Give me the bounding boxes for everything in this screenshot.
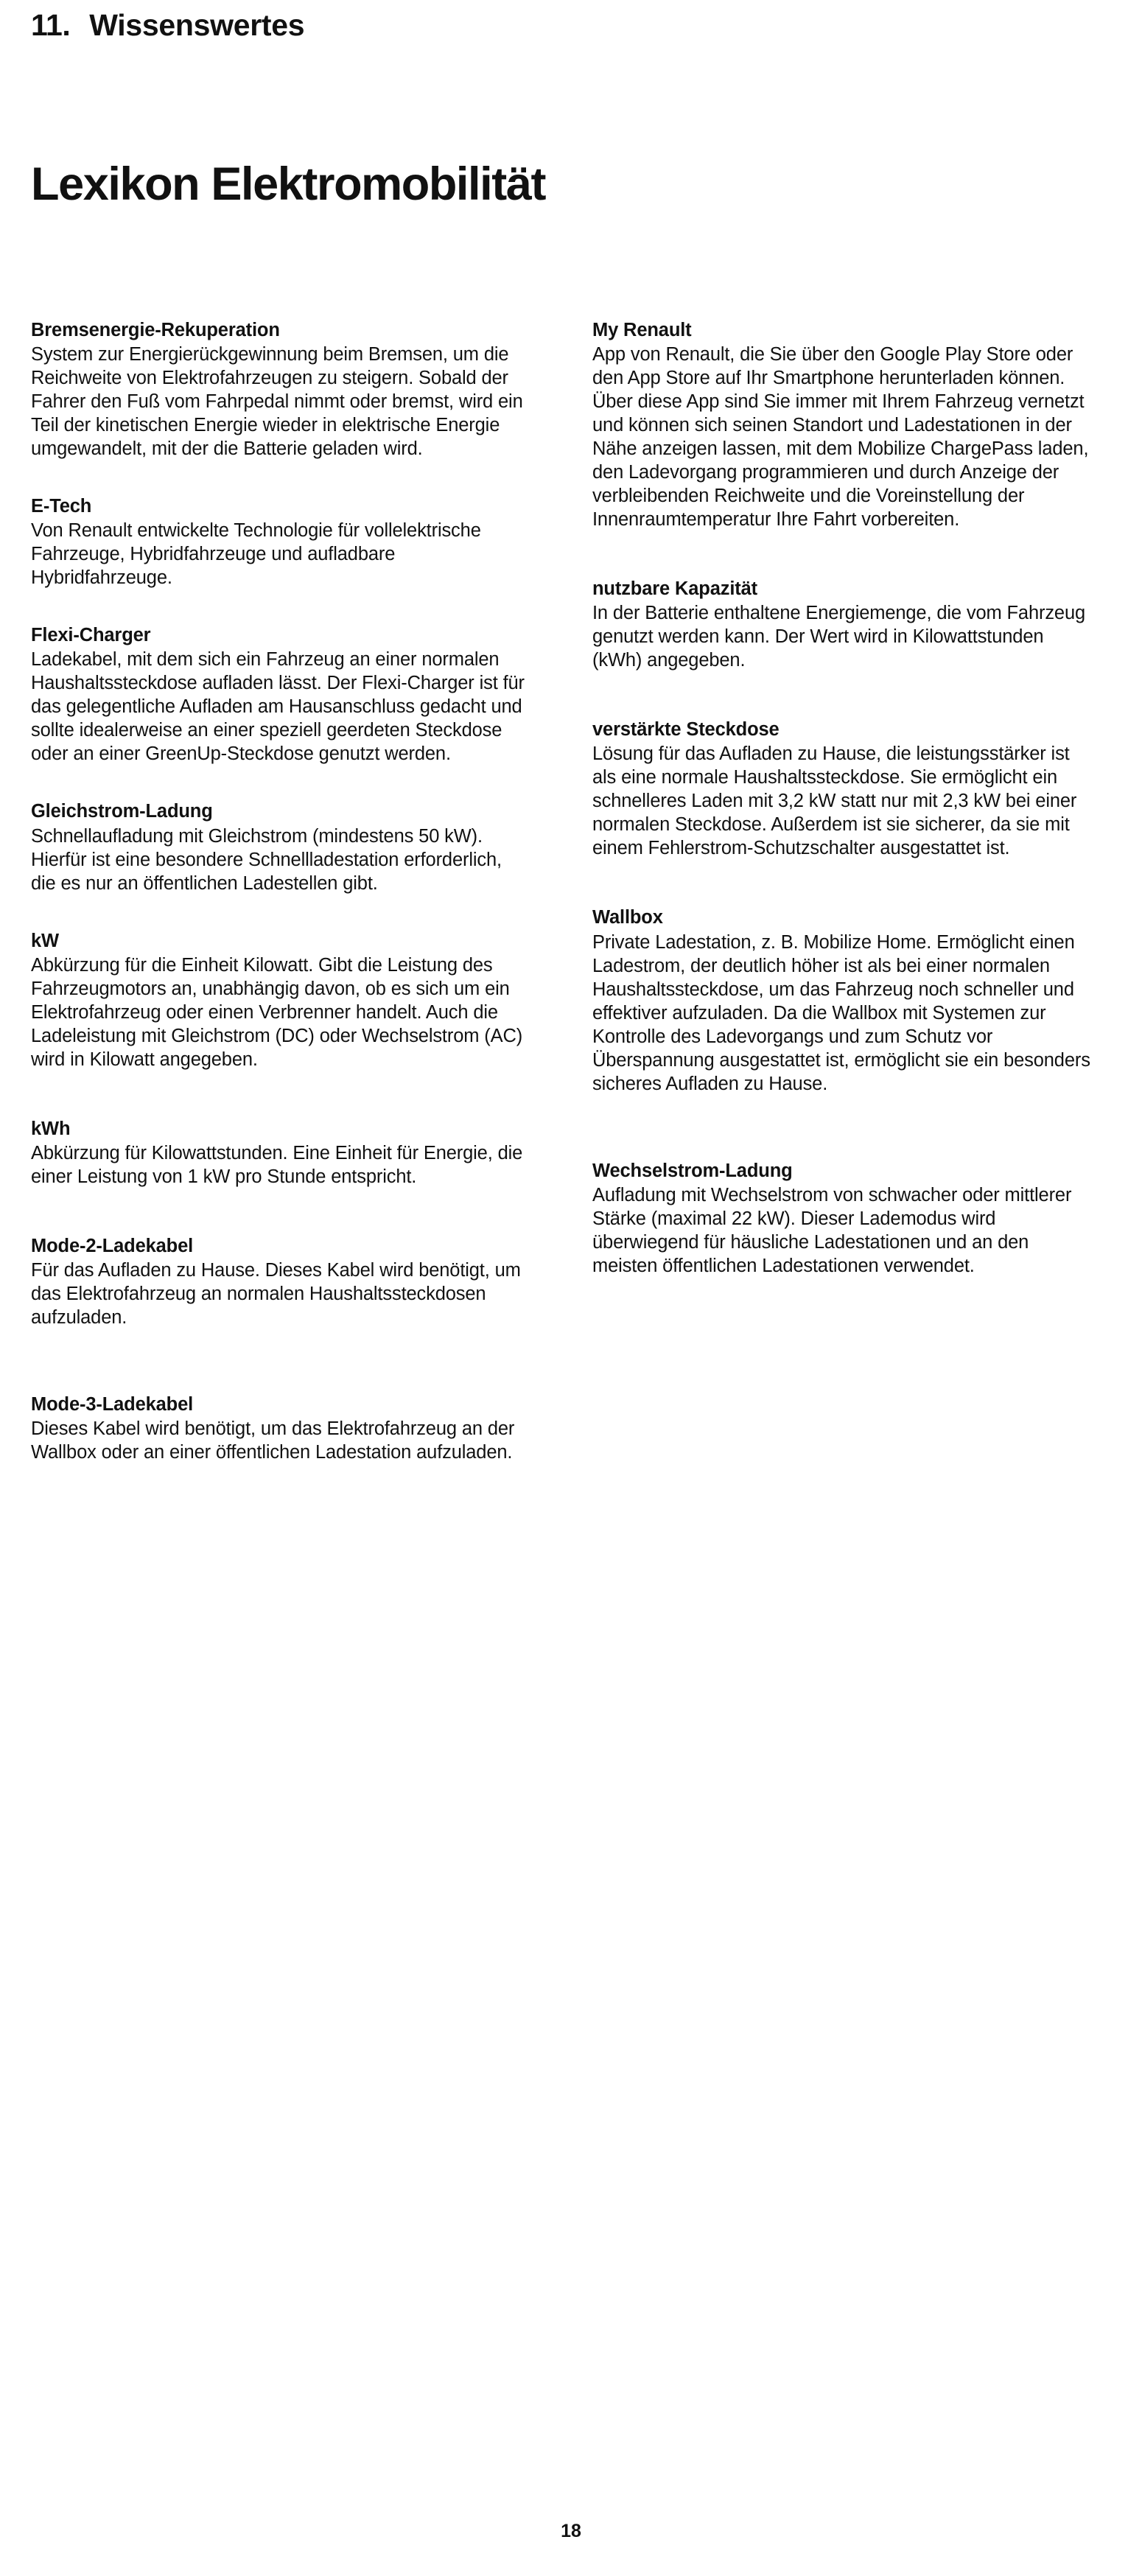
glossary-term: My Renault [592, 320, 692, 340]
glossary-definition: App von Renault, die Sie über den Google Play Store oder den App Store auf Ihr Smartphone herunterladen können. Über diese App sind Sie immer mit Ihrem Fahrzeug vernetzt und können sich seinen Standort und Ladestationen in der Nähe anzeigen lassen, mit dem Mobilize ChargePass laden, den Ladevorgang programmieren und durch Anzeige der verbleibenden Reichweite und die Voreinstellung der Innenraumtemperatur Ihre Fahrt vorbereiten. [592, 344, 1089, 531]
glossary-term: Wechselstrom-Ladung [592, 1160, 793, 1181]
glossary-entry [31, 1234, 529, 1329]
glossary-term: Mode-3-Ladekabel [31, 1393, 194, 1415]
glossary-entry [31, 799, 529, 895]
glossary-entry [31, 1393, 529, 1464]
glossary-column-right [592, 318, 1090, 1464]
glossary-entry [31, 494, 529, 589]
glossary-definition: Lösung für das Aufladen zu Hause, die leistungsstärker ist als eine normale Haushaltssteckdose. Sie ermöglicht ein schnelleres Laden mit 3,2 kW statt nur mit 2,3 kW bei einer normalen Steckdose. Außerdem ist sie sicherer, da sie mit einem Fehlerstrom-Schutzschalter ausgestattet ist. [592, 743, 1077, 859]
glossary-term: verstärkte Steckdose [592, 719, 780, 741]
page-title: Lexikon Elektromobilität [31, 158, 546, 211]
glossary-definition: In der Batterie enthaltene Energiemenge, die vom Fahrzeug genutzt werden kann. Der Wert wird in Kilowattstunden (kWh) angegeben. [592, 603, 1086, 671]
glossary-entry [592, 718, 1090, 860]
glossary-definition: Dieses Kabel wird benötigt, um das Elektrofahrzeug an der Wallbox oder an einer öffentlichen Ladestation aufzuladen. [31, 1418, 515, 1463]
glossary-entry [592, 1159, 1090, 1278]
glossary-definition: Ladekabel, mit dem sich ein Fahrzeug an einer normalen Haushaltssteckdose aufladen lässt. Der Flexi-Charger ist für das gelegentliche Aufladen am Hausanschluss gedacht und sollte idealerweise an einer speziell geerdeten Steckdose oder an einer GreenUp-Steckdose genutzt werden. [31, 649, 525, 765]
page-number: 18 [561, 2521, 581, 2541]
glossary-term: kW [31, 930, 59, 951]
glossary-term: kWh [31, 1118, 71, 1139]
chapter-number: 11. [31, 8, 71, 42]
chapter-title: Wissenswertes [89, 8, 305, 42]
glossary-term: E-Tech [31, 496, 92, 517]
glossary-term: Bremsenergie-Rekuperation [31, 320, 280, 340]
glossary-column-left [31, 318, 529, 1464]
glossary-term: nutzbare Kapazität [592, 578, 757, 600]
glossary-definition: Von Renault entwickelte Technologie für vollelektrische Fahrzeuge, Hybridfahrzeuge und aufladbare Hybridfahrzeuge. [31, 520, 481, 589]
glossary-definition: System zur Energierückgewinnung beim Bremsen, um die Reichweite von Elektrofahrzeugen zu steigern. Sobald der Fahrer den Fuß vom Fahrpedal nimmt oder bremst, wird ein Teil der kinetischen Energie wieder in elektrische Energie umgewandelt, mit der die Batterie geladen wird. [31, 344, 523, 460]
glossary-term: Gleichstrom-Ladung [31, 801, 213, 822]
glossary-entry [592, 577, 1090, 672]
glossary-term: Flexi-Charger [31, 625, 151, 646]
glossary-term: Mode-2-Ladekabel [31, 1235, 194, 1256]
glossary-definition: Abkürzung für die Einheit Kilowatt. Gibt die Leistung des Fahrzeugmotors an, unabhängig davon, ob es sich um ein Elektrofahrzeug oder einen Verbrenner handelt. Auch die Ladeleistung mit Gleichstrom (DC) oder Wechselstrom (AC) wird in Kilowatt angegeben. [31, 954, 523, 1070]
glossary-entry [31, 1117, 529, 1189]
glossary-entry [31, 318, 529, 461]
glossary-term: Wallbox [592, 907, 663, 928]
chapter-header [31, 10, 304, 41]
glossary-entry [592, 906, 1090, 1095]
glossary-columns [31, 318, 1111, 1464]
glossary-entry [31, 929, 529, 1071]
glossary-definition: Private Ladestation, z. B. Mobilize Home. Ermöglicht einen Ladestrom, der deutlich höher ist als bei einer normalen Haushaltssteckdose, um das Fahrzeug noch schneller und effektiver aufzuladen. Da die Wallbox mit Systemen zur Kontrolle des Ladevorgangs und zum Schutz vor Überspannung ausgestattet ist, ermöglicht sie ein besonders sicheres Aufladen zu Hause. [592, 931, 1090, 1094]
glossary-definition: Schnellaufladung mit Gleichstrom (mindestens 50 kW). Hierfür ist eine besondere Schnellladestation erforderlich, die es nur an öffentlichen Ladestellen gibt. [31, 825, 502, 894]
glossary-definition: Aufladung mit Wechselstrom von schwacher oder mittlerer Stärke (maximal 22 kW). Dieser Lademodus wird überwiegend für häusliche Ladestationen und an den meisten öffentlichen Ladestationen verwendet. [592, 1184, 1072, 1276]
glossary-definition: Für das Aufladen zu Hause. Dieses Kabel wird benötigt, um das Elektrofahrzeug an normalen Haushaltssteckdosen aufzuladen. [31, 1259, 521, 1328]
glossary-definition: Abkürzung für Kilowattstunden. Eine Einheit für Energie, die einer Leistung von 1 kW pro Stunde entspricht. [31, 1142, 523, 1187]
glossary-entry [31, 623, 529, 766]
glossary-entry [592, 318, 1090, 531]
